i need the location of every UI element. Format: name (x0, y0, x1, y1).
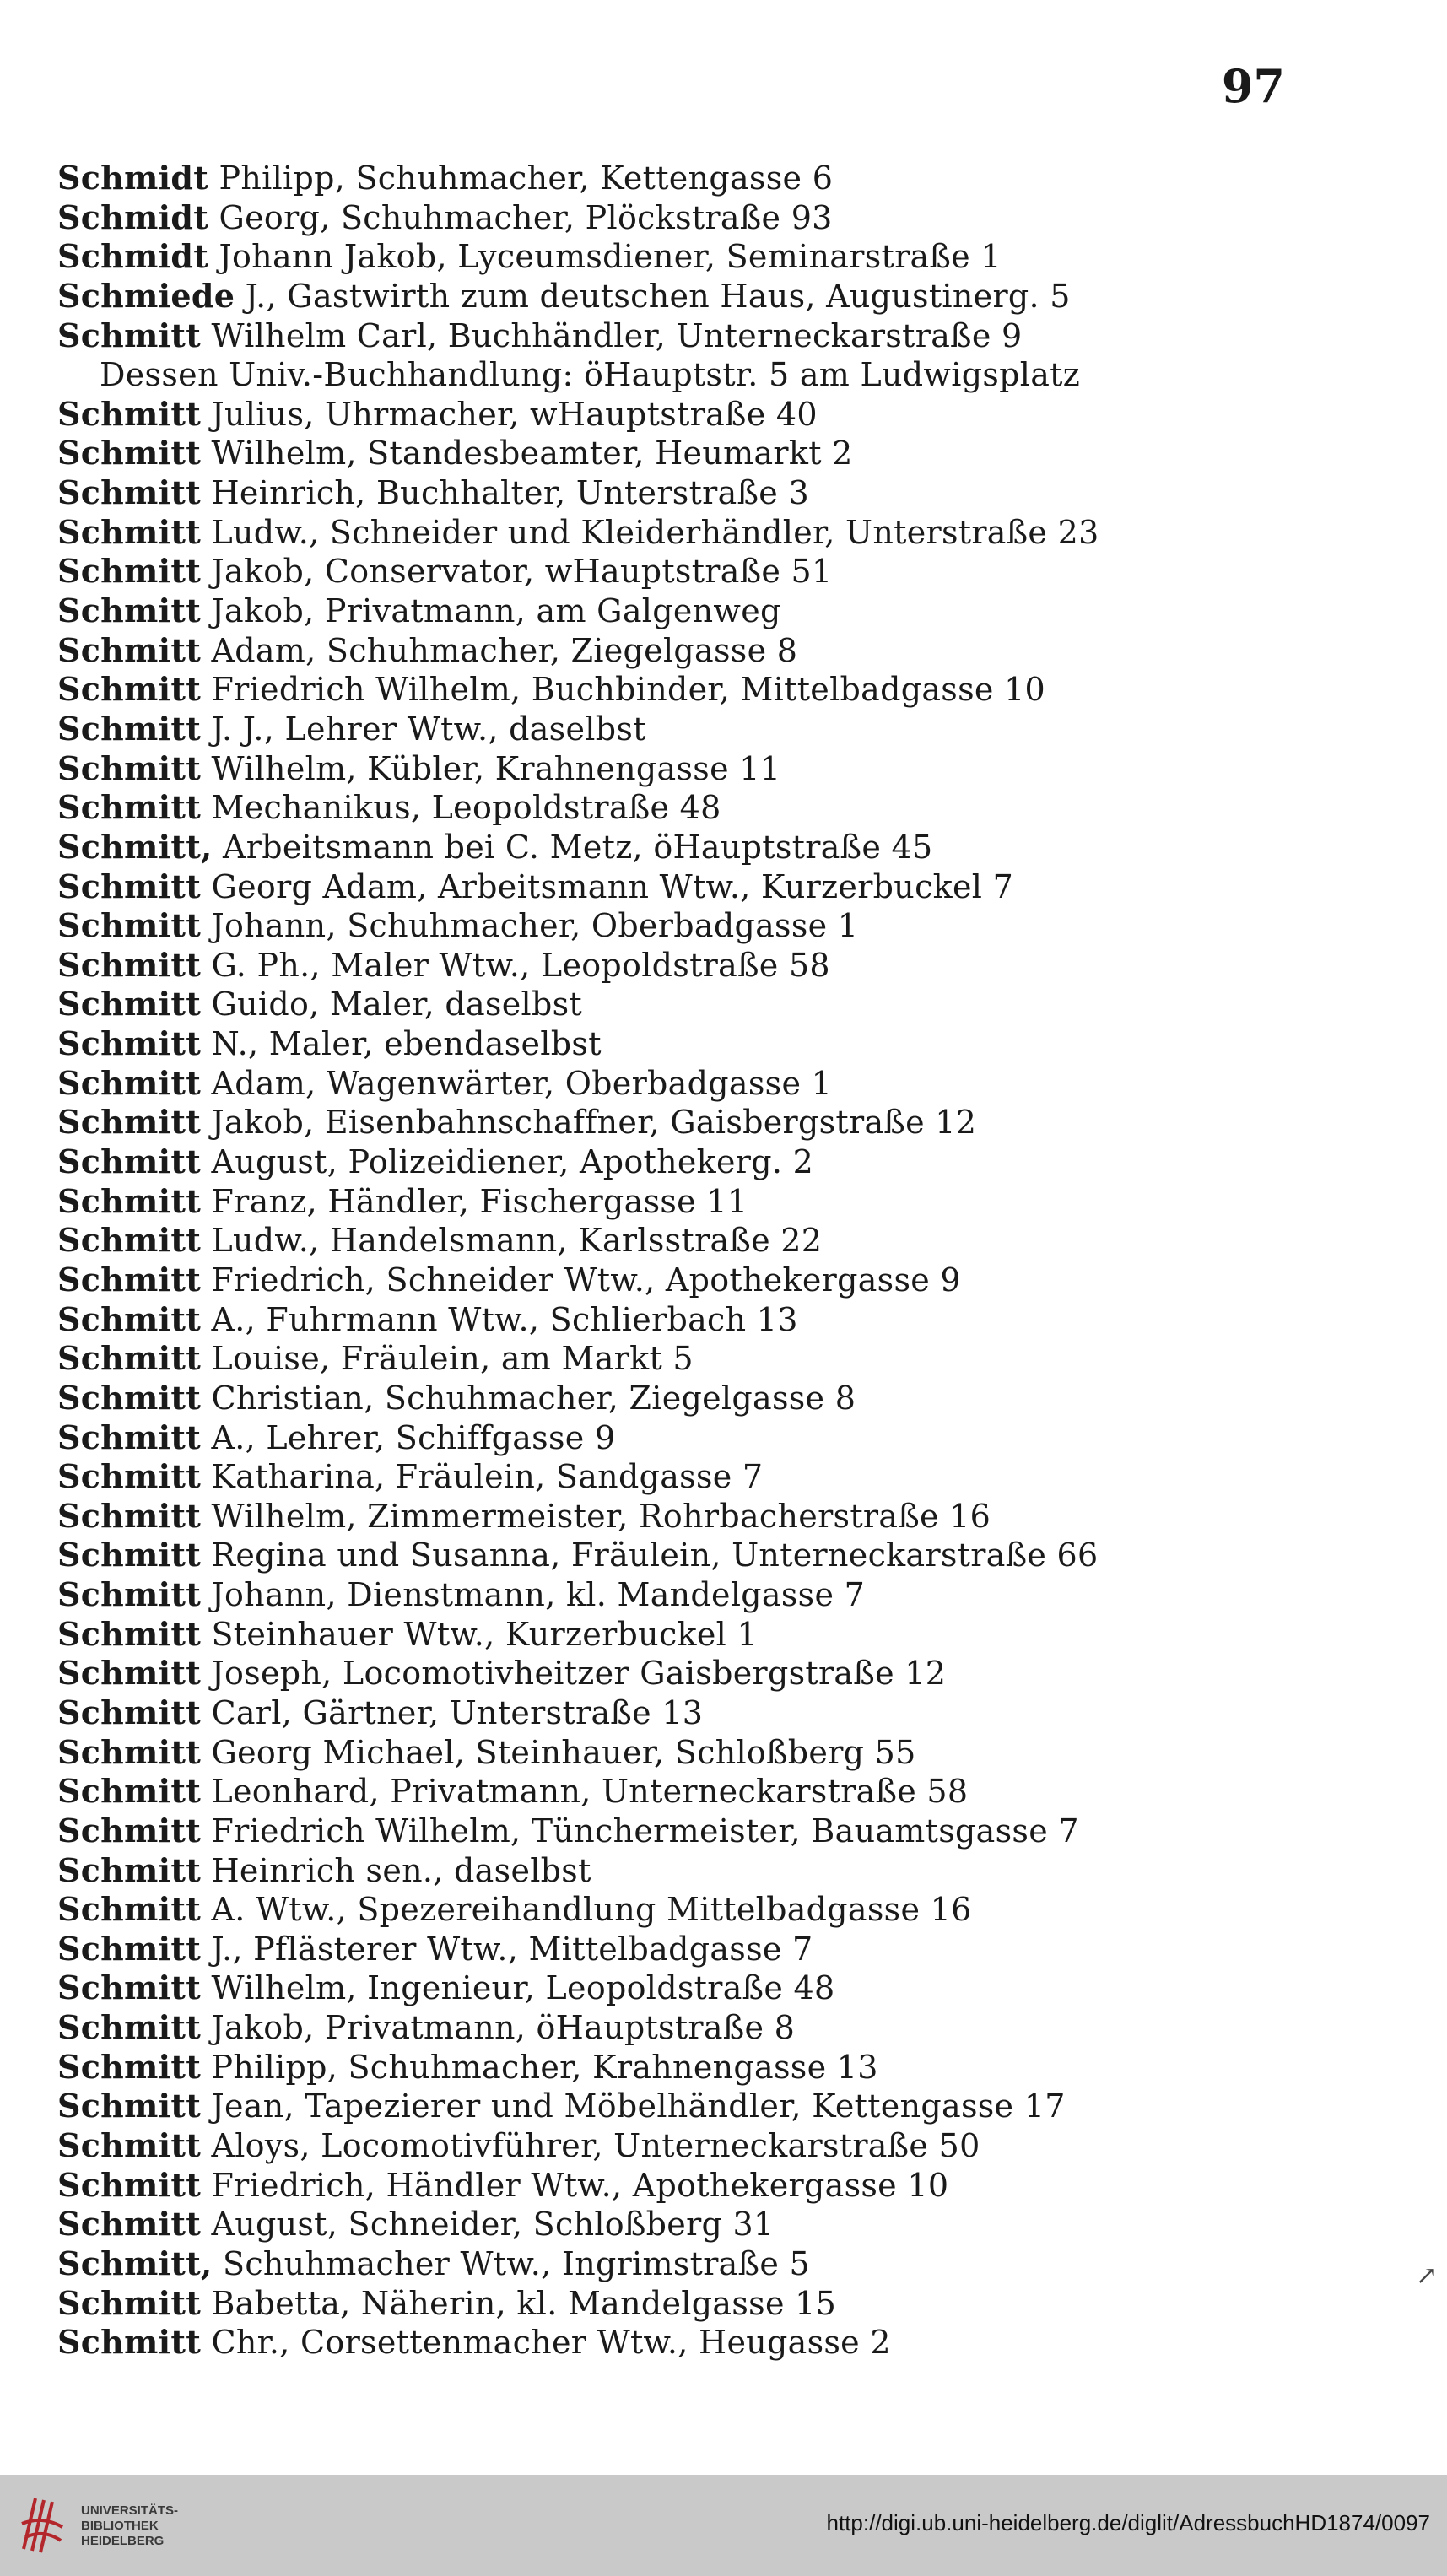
entry-surname: Schmitt (57, 2165, 202, 2204)
entry-details: Katharina, Fräulein, Sandgasse 7 (211, 1458, 764, 1496)
entry-details: Johann Jakob, Lyceumsdiener, Seminarstraße 1 (219, 238, 1002, 276)
directory-entry (57, 1497, 1374, 1536)
entry-details: Friedrich, Schneider Wtw., Apothekergasse 9 (211, 1261, 961, 1299)
directory-entry (57, 1693, 1374, 1733)
entry-surname: Schmitt (57, 552, 202, 591)
directory-entry (57, 1968, 1374, 2008)
entry-surname: Schmitt (57, 1142, 202, 1181)
entry-details: Jakob, Privatmann, am Galgenweg (211, 592, 781, 630)
entry-surname: Schmitt (57, 1063, 202, 1102)
library-logo-text (81, 2503, 178, 2549)
directory-entry (57, 749, 1374, 789)
entry-details: August, Polizeidiener, Apothekerg. 2 (211, 1143, 814, 1181)
entry-details: Georg, Schuhmacher, Plöckstraße 93 (219, 198, 833, 236)
entry-surname: Schmidt (57, 237, 209, 276)
entry-details: Friedrich Wilhelm, Tünchermeister, Bauamtsgasse 7 (211, 1812, 1079, 1850)
entry-surname: Schmitt (57, 2126, 202, 2165)
entry-details: J., Pflästerer Wtw., Mittelbadgasse 7 (211, 1930, 813, 1968)
entry-surname: Schmitt (57, 473, 202, 512)
entry-details: Leonhard, Privatmann, Unterneckarstraße 58 (211, 1773, 969, 1811)
entry-details: Philipp, Schuhmacher, Kettengasse 6 (219, 159, 834, 197)
entry-surname: Schmitt (57, 1654, 202, 1693)
entry-surname: Schmitt (57, 1378, 202, 1417)
directory-entry (57, 395, 1374, 435)
directory-entry (57, 1890, 1374, 1930)
entry-details: Chr., Corsettenmacher Wtw., Heugasse 2 (211, 2324, 891, 2362)
entry-surname: Schmitt (57, 512, 202, 551)
entry-surname: Schmitt, (57, 827, 213, 866)
entry-surname: Schmitt (57, 2087, 202, 2125)
directory-entry (57, 355, 1374, 395)
entry-details: Jakob, Conservator, wHauptstraße 51 (211, 553, 833, 591)
entry-details: Georg Adam, Arbeitsmann Wtw., Kurzerbuckel 7 (211, 867, 1014, 905)
directory-entry (57, 1379, 1374, 1418)
directory-entry (57, 867, 1374, 907)
directory-entry (57, 1536, 1374, 1575)
entry-details: A., Fuhrmann Wtw., Schlierbach 13 (211, 1300, 798, 1338)
entry-details: Regina und Susanna, Fräulein, Unterneckarstraße 66 (211, 1536, 1099, 1574)
entry-surname: Schmitt (57, 1024, 202, 1063)
directory-entry (57, 473, 1374, 513)
directory-entry (57, 1418, 1374, 1458)
entry-surname: Schmitt (57, 1850, 202, 1889)
entry-surname: Schmidt (57, 159, 209, 197)
entry-details: Adam, Schuhmacher, Ziegelgasse 8 (211, 631, 798, 669)
entry-details: Johann, Schuhmacher, Oberbadgasse 1 (211, 907, 859, 945)
entry-surname: Schmitt (57, 1221, 202, 1260)
entry-surname: Schmitt (57, 1181, 202, 1220)
directory-entry (57, 946, 1374, 986)
directory-entry (57, 1615, 1374, 1655)
entry-surname: Schmitt (57, 670, 202, 709)
entry-details: G. Ph., Maler Wtw., Leopoldstraße 58 (211, 946, 830, 984)
entry-surname: Schmitt (57, 1811, 202, 1850)
entry-details: August, Schneider, Schloßberg 31 (211, 2206, 775, 2244)
entry-details: Julius, Uhrmacher, wHauptstraße 40 (211, 395, 818, 433)
entry-details: A., Lehrer, Schiffgasse 9 (211, 1418, 616, 1456)
directory-entry (57, 1772, 1374, 1812)
library-logo[interactable] (17, 2487, 202, 2564)
entry-details: Wilhelm Carl, Buchhändler, Unterneckarstraße 9 (211, 316, 1023, 354)
directory-entry (57, 513, 1374, 553)
directory-entry (57, 1300, 1374, 1340)
entry-surname: Schmitt, (57, 2244, 213, 2282)
directory-entry (57, 1182, 1374, 1222)
entry-surname: Schmitt (57, 788, 202, 827)
logo-line-3: HEIDELBERG (81, 2534, 165, 2548)
directory-entry (57, 985, 1374, 1024)
directory-entry (57, 906, 1374, 946)
directory-entry (57, 710, 1374, 749)
directory-entry (57, 2166, 1374, 2206)
directory-entry (57, 1654, 1374, 1693)
entry-surname: Schmitt (57, 394, 202, 433)
directory-entry (57, 1930, 1374, 1969)
footer-bar (0, 2475, 1447, 2576)
entry-surname: Schmitt (57, 316, 202, 354)
page-number: 97 (1221, 59, 1285, 113)
entry-surname: Schmitt (57, 434, 202, 473)
entry-surname: Schmitt (57, 1614, 202, 1653)
directory-entry (57, 2048, 1374, 2087)
margin-mark: ↗ (1415, 2261, 1437, 2291)
directory-entry (57, 591, 1374, 631)
entry-details: N., Maler, ebendaselbst (211, 1025, 602, 1063)
entry-details: Louise, Fräulein, am Markt 5 (211, 1340, 694, 1378)
directory-entry (57, 1024, 1374, 1064)
entry-surname: Schmitt (57, 630, 202, 669)
directory-entry (57, 434, 1374, 473)
address-entry-list (57, 159, 1374, 2363)
entry-details: Wilhelm, Kübler, Krahnengasse 11 (211, 749, 781, 787)
entry-surname: Schmitt (57, 867, 202, 905)
entry-surname: Schmitt (57, 2008, 202, 2047)
entry-details: Heinrich sen., daselbst (211, 1851, 591, 1889)
entry-surname: Schmitt (57, 1418, 202, 1456)
entry-details: Johann, Dienstmann, kl. Mandelgasse 7 (211, 1576, 866, 1614)
entry-details: Wilhelm, Zimmermeister, Rohrbacherstraße 16 (211, 1497, 991, 1535)
entry-details: Dessen Univ.-Buchhandlung: öHauptstr. 5 am Ludwigsplatz (100, 356, 1081, 394)
entry-details: J., Gastwirth zum deutschen Haus, Augustinerg. 5 (245, 277, 1071, 315)
entry-details: Heinrich, Buchhalter, Unterstraße 3 (211, 474, 809, 512)
entry-surname: Schmitt (57, 1968, 202, 2007)
entry-surname: Schmitt (57, 1772, 202, 1811)
directory-entry (57, 1142, 1374, 1182)
directory-entry (57, 1064, 1374, 1104)
directory-entry (57, 1457, 1374, 1497)
entry-surname: Schmitt (57, 1103, 202, 1142)
entry-surname: Schmitt (57, 1929, 202, 1968)
entry-surname: Schmitt (57, 2283, 202, 2322)
entry-details: Philipp, Schuhmacher, Krahnengasse 13 (211, 2048, 878, 2086)
entry-details: Aloys, Locomotivführer, Unterneckarstraße 50 (211, 2127, 980, 2165)
entry-details: Babetta, Näherin, kl. Mandelgasse 15 (211, 2284, 837, 2322)
directory-entry (57, 828, 1374, 867)
entry-details: Mechanikus, Leopoldstraße 48 (211, 789, 721, 827)
entry-details: Adam, Wagenwärter, Oberbadgasse 1 (211, 1064, 833, 1102)
entry-surname: Schmitt (57, 591, 202, 630)
directory-entry (57, 2126, 1374, 2166)
entry-surname: Schmitt (57, 1732, 202, 1771)
entry-details: A. Wtw., Spezereihandlung Mittelbadgasse 16 (211, 1891, 972, 1929)
directory-entry (57, 2008, 1374, 2048)
entry-details: Arbeitsmann bei C. Metz, öHauptstraße 45 (222, 828, 933, 866)
entry-details: Jean, Tapezierer und Möbelhändler, Kettengasse 17 (211, 2087, 1066, 2125)
directory-entry (57, 1733, 1374, 1773)
entry-details: Wilhelm, Ingenieur, Leopoldstraße 48 (211, 1969, 835, 2007)
directory-entry (57, 1221, 1374, 1261)
directory-entry (57, 1851, 1374, 1891)
directory-entry (57, 670, 1374, 710)
directory-entry (57, 316, 1374, 356)
directory-entry (57, 788, 1374, 828)
entry-details: Ludw., Schneider und Kleiderhändler, Unterstraße 23 (211, 513, 1099, 551)
directory-entry (57, 1261, 1374, 1300)
entry-surname: Schmitt (57, 2047, 202, 2086)
directory-entry (57, 2323, 1374, 2363)
entry-surname: Schmitt (57, 945, 202, 984)
entry-details: Ludw., Handelsmann, Karlsstraße 22 (211, 1222, 823, 1260)
directory-entry (57, 1812, 1374, 1851)
entry-surname: Schmiede (57, 276, 235, 315)
entry-surname: Schmidt (57, 197, 209, 236)
directory-entry (57, 198, 1374, 238)
entry-surname: Schmitt (57, 906, 202, 945)
directory-entry (57, 2284, 1374, 2324)
directory-entry (57, 552, 1374, 591)
entry-details: Georg Michael, Steinhauer, Schloßberg 55 (211, 1733, 916, 1771)
directory-entry (57, 237, 1374, 277)
entry-details: Guido, Maler, daselbst (211, 986, 582, 1023)
entry-details: Friedrich Wilhelm, Buchbinder, Mittelbadgasse 10 (211, 671, 1046, 709)
entry-details: Wilhelm, Standesbeamter, Heumarkt 2 (211, 435, 853, 473)
entry-surname: Schmitt (57, 985, 202, 1023)
entry-details: Christian, Schuhmacher, Ziegelgasse 8 (211, 1379, 856, 1417)
entry-surname: Schmitt (57, 1260, 202, 1299)
entry-surname: Schmitt (57, 1575, 202, 1614)
entry-details: Jakob, Eisenbahnschaffner, Gaisbergstraße 12 (211, 1104, 977, 1142)
entry-details: J. J., Lehrer Wtw., daselbst (211, 710, 646, 748)
entry-surname: Schmitt (57, 1339, 202, 1378)
logo-line-1: UNIVERSITÄTS- (81, 2503, 179, 2518)
entry-details: Carl, Gärtner, Unterstraße 13 (211, 1693, 704, 1731)
entry-surname: Schmitt (57, 1890, 202, 1929)
entry-surname: Schmitt (57, 1536, 202, 1574)
entry-surname: Schmitt (57, 1496, 202, 1535)
directory-entry (57, 2205, 1374, 2244)
entry-surname: Schmitt (57, 2205, 202, 2244)
logo-line-2: BIBLIOTHEK (81, 2519, 159, 2533)
entry-details: Jakob, Privatmann, öHauptstraße 8 (211, 2009, 796, 2047)
directory-entry (57, 1575, 1374, 1615)
entry-surname: Schmitt (57, 2323, 202, 2362)
directory-entry (57, 159, 1374, 198)
entry-details: Friedrich, Händler Wtw., Apothekergasse 10 (211, 2166, 949, 2204)
entry-surname: Schmitt (57, 1693, 202, 1731)
directory-entry (57, 1103, 1374, 1142)
directory-entry (57, 2244, 1374, 2284)
directory-entry (57, 2087, 1374, 2126)
entry-details: Joseph, Locomotivheitzer Gaisbergstraße 12 (211, 1655, 947, 1693)
entry-surname: Schmitt (57, 709, 202, 748)
library-seal-icon (17, 2490, 67, 2557)
entry-details: Steinhauer Wtw., Kurzerbuckel 1 (211, 1615, 758, 1653)
source-url-link[interactable]: http://digi.ub.uni-heidelberg.de/diglit/AdressbuchHD1874/0097 (826, 2510, 1430, 2535)
entry-surname: Schmitt (57, 1457, 202, 1496)
entry-details: Schuhmacher Wtw., Ingrimstraße 5 (222, 2244, 810, 2282)
directory-entry (57, 277, 1374, 316)
entry-details: Franz, Händler, Fischergasse 11 (211, 1182, 748, 1220)
entry-surname: Schmitt (57, 1299, 202, 1338)
directory-entry (57, 631, 1374, 671)
directory-entry (57, 1339, 1374, 1379)
entry-surname: Schmitt (57, 748, 202, 787)
